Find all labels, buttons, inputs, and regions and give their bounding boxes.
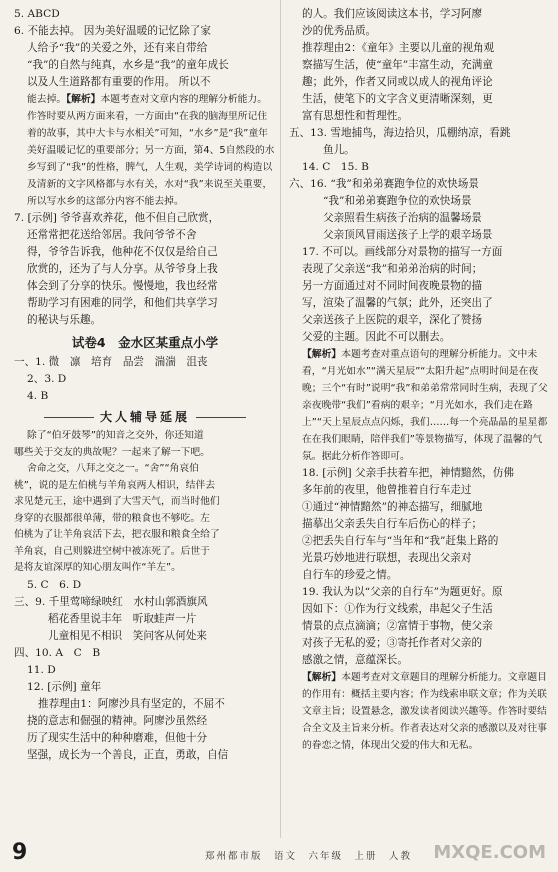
continued-line: 察描写生活，使“童年”丰富生动，充满童 bbox=[302, 59, 493, 71]
extension-line: 羊角哀，自己则躲进空树中被冻死了。后世于 bbox=[14, 545, 210, 557]
answer-q5: 5. ABCD bbox=[14, 8, 60, 20]
answer-q11: 11. D bbox=[27, 663, 56, 676]
answer-q17-line: 17. 不可以。画线部分对景物的描写一方面 bbox=[302, 246, 503, 258]
answer-part6-line: 六、16. “我”和弟弟赛跑争位的欢快场景 bbox=[289, 178, 479, 190]
extension-line: 舍命之交，八拜之交之一。“舍”“角哀伯 bbox=[27, 463, 199, 474]
extension-line: 伯桃为了让羊角哀活下去，把衣服和粮食全给了 bbox=[14, 529, 220, 540]
answer-q12-line: 历了现实生活中的种种磨难，但他十分 bbox=[27, 731, 208, 744]
answer-q19-line: 19. 我认为以“父亲的自行车”为题更好。原 bbox=[302, 586, 503, 598]
continued-line: 沙的优秀品质。 bbox=[302, 25, 377, 37]
answer-q19-line: 情景的点点滴滴；②富情于事物，使父亲 bbox=[302, 620, 493, 632]
analysis-tag: 【解析】 bbox=[302, 349, 342, 360]
analysis-q19-text: 本题考查对文章题目的理解分析能力。文章题目的作用有：概括主要内容；作为线索串联文章；作为关联文章主旨；设置悬念，激发读者阅读兴趣等。作答时要结合全文及主旨来分析。作者表达对父亲的感激以及对往事的眷恋之情，体现出父爱的伟大和无私。 bbox=[302, 672, 547, 751]
extension-title: 大人辅导延展 bbox=[14, 409, 276, 426]
extension-line: 求见楚元王，途中遇到了大雪天气，而当时他们 bbox=[14, 496, 220, 507]
answer-q7-line: 还常常把花送给邻居。我问爷爷不舍 bbox=[27, 229, 197, 241]
answer-q7-line: 帮助学习有困难的同学，和他们共享学习 bbox=[27, 297, 218, 309]
answer-q7-line: 的秘诀与乐趣。 bbox=[27, 314, 102, 326]
answer-q17-line: 父爱的主题。因此不可以删去。 bbox=[302, 331, 451, 343]
answer-part5-line: 五、13. 雪地捕鸟，海边拾贝，瓜棚纳凉，看跳 bbox=[289, 127, 511, 139]
answer-q17-line: 另一方面通过对不同时间夜晚景物的描 bbox=[302, 280, 483, 292]
answer-part6-line: “我”和弟弟赛跑争位的欢快场景 bbox=[323, 195, 472, 207]
answer-part4: 四、10. A C B bbox=[14, 646, 101, 659]
answer-q18-line: 光景巧妙地进行联想，表现出父亲对 bbox=[302, 552, 472, 564]
extension-line: 身穿的衣服都很单薄，带的粮食也不够吃。左 bbox=[14, 512, 210, 524]
analysis-q19 bbox=[289, 669, 551, 754]
answer-q19-line: 对孩子无私的爱；③寄托作者对父亲的 bbox=[302, 637, 483, 649]
answer-part6-line: 父亲照看生病孩子治病的温馨场景 bbox=[323, 212, 482, 224]
answer-q7-line: 体会到了分享的快乐。慢慢地，我也经常 bbox=[27, 280, 218, 292]
answer-part5-line: 鱼儿。 bbox=[323, 144, 355, 156]
answer-q7-line: 7. [示例] 爷爷喜欢养花，他不但自己欣赏， bbox=[14, 212, 220, 224]
answer-q4: 4. B bbox=[27, 390, 49, 402]
right-column bbox=[289, 6, 551, 754]
extension-text bbox=[14, 428, 276, 577]
answer-part3-line: 儿童相见不相识 笑问客从何处来 bbox=[48, 629, 207, 642]
answer-q17-line: 写，渲染了温馨的气氛；此外，还突出了 bbox=[302, 297, 493, 309]
continued-line: 推荐理由2：《童年》主要以儿童的视角观 bbox=[302, 42, 495, 54]
analysis-q6 bbox=[14, 91, 276, 210]
page-footer bbox=[0, 842, 558, 872]
extension-line: 除了“伯牙鼓琴”的知音之交外，你还知道 bbox=[27, 430, 204, 441]
answer-q17-line: 父亲送孩子上医院的艰辛，深化了赞扬 bbox=[302, 314, 483, 326]
answer-q6-line: 人给予“我”的关爱之外，还有来自带给 bbox=[27, 42, 208, 54]
paper-title: 试卷4 金水区某重点小学 bbox=[71, 335, 219, 350]
answer-q18-line: ①通过“神情黯然”的神态描写，细腻地 bbox=[302, 501, 483, 513]
answer-q2-3: 2、3. D bbox=[27, 373, 67, 385]
answer-part3-line: 三、9. 千里莺啼绿映红 水村山郭酒旗风 bbox=[14, 595, 208, 608]
answer-q12-line: 推荐理由1：阿廖沙具有坚定的，不屈不 bbox=[38, 697, 225, 710]
answer-q6-line: 6. 不能去掉。 因为美好温暖的记忆除了家 bbox=[14, 25, 211, 37]
answer-q14-15: 14. C 15. B bbox=[302, 161, 369, 173]
analysis-tag: 【解析】 bbox=[302, 672, 342, 683]
left-column bbox=[14, 6, 276, 764]
continued-line: 趣；此外，作者又同或以成人的视角评论 bbox=[302, 76, 493, 88]
analysis-q6-preface: 能去掉。 bbox=[27, 94, 67, 105]
answer-part3-line: 稻花香里说丰年 听取蛙声一片 bbox=[48, 612, 197, 625]
extension-line: 桃”，说的是左伯桃与羊角哀两人相识，结伴去 bbox=[14, 479, 216, 491]
extension-line: 是将友谊深厚的知心朋友叫作“羊左”。 bbox=[14, 562, 181, 573]
analysis-q17-text: 本题考查对重点语句的理解分析能力。文中未看，“月光如水”“满天星辰”“太阳升起”点明时间是在夜晚；三个“有时”说明“我”和弟弟常常同时生病，表现了父亲夜晚带“我们”看病的艰辛；“月光如水，我们走在路上”“天上星辰点点闪烁，我们……每一个亮晶晶的星星都在在我们眼睛，陪伴我们”等景物描写，体现了温馨的气氛。据此分析作答即可。 bbox=[302, 349, 548, 462]
analysis-tag: 【解析】 bbox=[66, 94, 101, 105]
answer-q5-6: 5. C 6. D bbox=[27, 578, 82, 591]
column-divider bbox=[280, 0, 281, 838]
answer-q6-line: 以及人生道路都有重要的作用。 所以不 bbox=[27, 76, 211, 88]
answer-q19-line: 感激之情，意蕴深长。 bbox=[302, 654, 408, 666]
answer-q18-line: 18. [示例] 父亲手扶着车把，神情黯然，仿佛 bbox=[302, 467, 514, 479]
answer-part1: 一、1. 微 凛 培育 品尝 湍湍 沮丧 bbox=[14, 356, 208, 368]
answer-q6-line: “我”的自然与纯真，水乡是“我”的童年成长 bbox=[27, 59, 229, 71]
answer-q17-line: 表现了父亲送“我”和弟弟治病的时间； bbox=[302, 263, 483, 275]
answer-q18-line: 描摹出父亲丢失自行车后伤心的样子； bbox=[302, 518, 483, 530]
answer-q18-line: 自行车的珍爱之情。 bbox=[302, 569, 398, 581]
answer-part6-line: 父亲顶风冒雨送孩子上学的艰辛场景 bbox=[323, 229, 493, 241]
continued-line: 生活，使笔下的文字含义更清晰深刻，更 bbox=[302, 93, 493, 105]
answer-q19-line: 因如下：①作为行文线索，串起父子生活 bbox=[302, 603, 493, 615]
answer-q12-line: 坚强，成长为一个善良，正直，勇敢，自信 bbox=[27, 748, 229, 761]
answer-q12: 12. [示例] 童年 bbox=[27, 680, 102, 693]
answer-q18-line: 多年前的夜里，他曾推着自行车走过 bbox=[302, 484, 472, 496]
footer-edition: 郑州都市版 语文 六年级 上册 人教 bbox=[205, 851, 413, 862]
continued-line: 的人。我们应该阅读这本书，学习阿廖 bbox=[302, 8, 483, 20]
continued-line: 富有思想性和哲理性。 bbox=[302, 110, 408, 122]
watermark: MXQE.COM bbox=[433, 842, 546, 863]
answer-q12-line: 挠的意志和倔强的精神。阿廖沙虽然经 bbox=[27, 714, 208, 727]
answer-q18-line: ②把丢失自行车与“当年和“我”赶集上路的 bbox=[302, 535, 499, 547]
extension-line: 哪些关于交友的典故呢？一起来了解一下吧。 bbox=[14, 446, 210, 458]
answer-q7-line: 得，爷爷告诉我，他种花不仅仅是给自己 bbox=[27, 246, 218, 258]
analysis-q6-text: 本题考查对文章内容的理解分析能力。作答时要从两方面来看，一方面由“在我的脑海里所记住着的故事，其中大卡与水相关”可知，“水乡”是“我”童年美好温暖记忆的重要部分；另一方面，第4、5自然段的水乡写到了“我”的性格，脾气，人生观，美学诗词的构造以及清新的文字风格都与水有关，水对“我”来说至关重要，所以写水乡的这部分内容不能去掉。 bbox=[27, 94, 275, 207]
analysis-q17 bbox=[289, 346, 551, 465]
page-number: 9 bbox=[12, 840, 28, 865]
answer-q7-line: 欣赏的，还为了与人分享。从爷爷身上我 bbox=[27, 263, 218, 275]
